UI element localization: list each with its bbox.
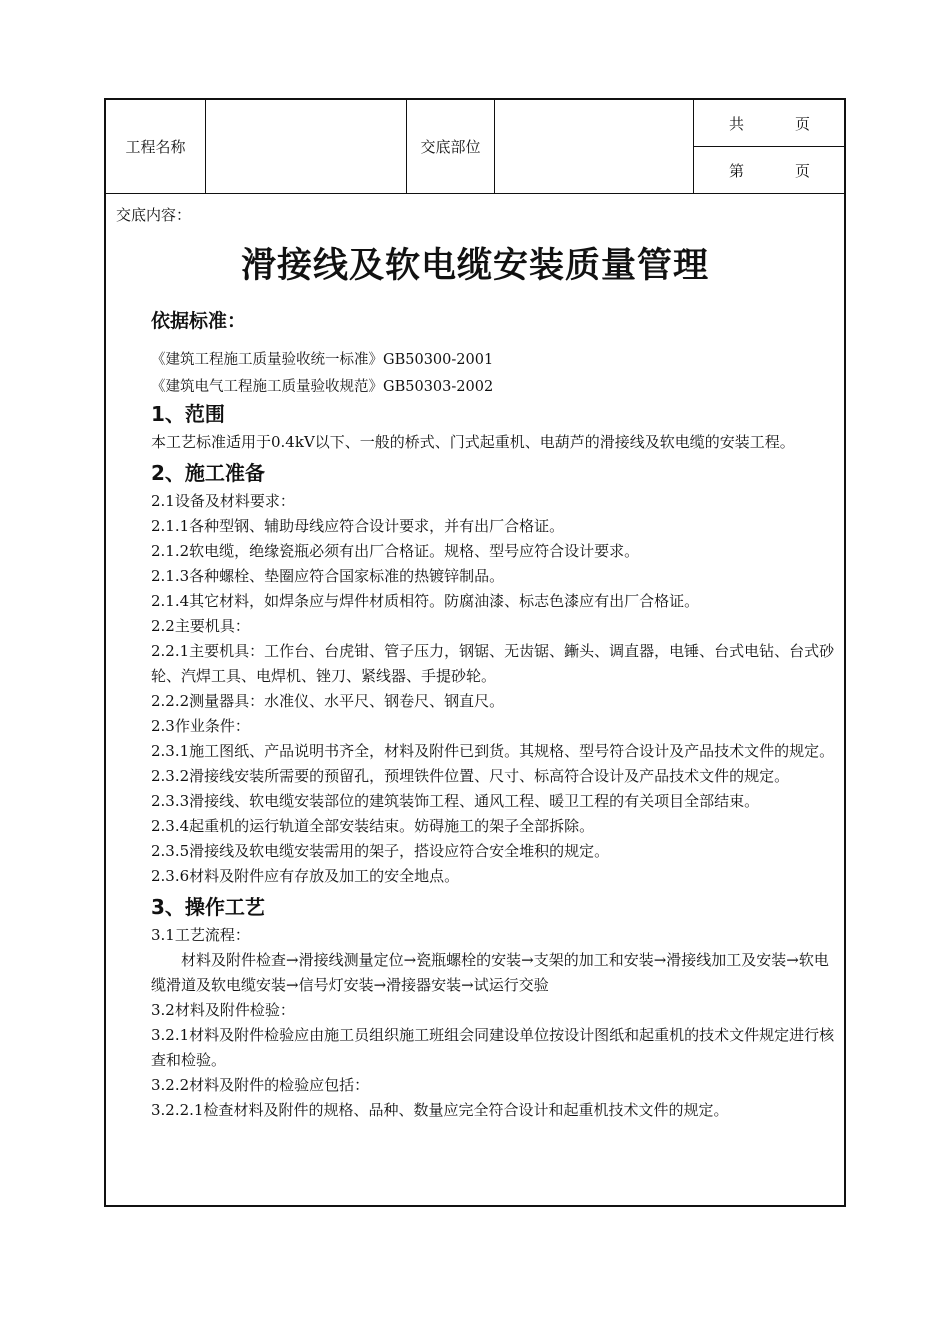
disclosure-form bbox=[104, 98, 846, 1207]
page-label: 第 bbox=[729, 161, 745, 180]
sec3-line: 3.2.2材料及附件的检验应包括： bbox=[151, 1076, 370, 1094]
sec2-line: 2.2.2测量器具：水准仪、水平尺、钢卷尺、钢直尺。 bbox=[151, 692, 505, 710]
page-number-cell bbox=[693, 147, 844, 193]
sec3-flow-label: 3.1工艺流程： bbox=[151, 926, 250, 944]
total-unit: 页 bbox=[795, 114, 811, 133]
document-title: 滑接线及软电缆安装质量管理 bbox=[240, 246, 709, 286]
location-value[interactable] bbox=[495, 100, 693, 193]
sec3-line: 3.2.2.1检查材料及附件的规格、品种、数量应完全符合设计和起重机技术文件的规定。 bbox=[151, 1101, 729, 1119]
sec2-line: 2.1设备及材料要求： bbox=[151, 492, 295, 510]
standard-2: 《建筑电气工程施工质量验收规范》GB50303-2002 bbox=[151, 379, 494, 395]
section-1-text: 本工艺标准适用于0.4kV以下、一般的桥式、门式起重机、电葫芦的滑接线及软电缆的安装工程。 bbox=[151, 433, 795, 451]
sec2-line: 2.2主要机具： bbox=[151, 617, 250, 635]
project-name-label: 工程名称 bbox=[125, 138, 186, 156]
sec3-line: 3.2材料及附件检验： bbox=[151, 1001, 295, 1019]
project-name-value[interactable] bbox=[206, 100, 406, 193]
section-1-heading: 1、范围 bbox=[151, 402, 225, 426]
body-text bbox=[151, 396, 839, 1123]
sec2-line: 2.1.3各种螺栓、垫圈应符合国家标准的热镀锌制品。 bbox=[151, 567, 505, 585]
sec3-flow: 材料及附件检查→滑接线测量定位→瓷瓶螺栓的安装→支架的加工和安装→滑接线加工及安装→软电缆滑道及软电缆安装→信号灯安装→滑接器安装→试运行交验 bbox=[151, 951, 829, 994]
section-2-heading: 2、施工准备 bbox=[151, 461, 265, 485]
page-unit: 页 bbox=[795, 161, 811, 180]
location-label: 交底部位 bbox=[420, 138, 481, 156]
sec2-line: 2.3.4起重机的运行轨道全部安装结束。妨碍施工的架子全部拆除。 bbox=[151, 817, 595, 835]
section-3-heading: 3、操作工艺 bbox=[151, 895, 265, 919]
sec2-line: 2.2.1主要机具：工作台、台虎钳、管子压力，钢锯、无齿锯、鏩头、调直器，电锤、台式电钻、台式砂轮、汽焊工具、电焊机、锉刀、紧线器、手提砂轮。 bbox=[151, 642, 835, 685]
total-pages-cell bbox=[693, 100, 844, 146]
sec2-line: 2.1.1各种型钢、辅助母线应符合设计要求，并有出厂合格证。 bbox=[151, 517, 565, 535]
sec2-line: 2.3作业条件： bbox=[151, 717, 250, 735]
sec2-line: 2.3.2滑接线安装所需要的预留孔，预埋铁件位置、尺寸、标高符合设计及产品技术文件的规定。 bbox=[151, 767, 790, 785]
sec2-line: 2.3.3滑接线、软电缆安装部位的建筑装饰工程、通风工程、暖卫工程的有关项目全部结束。 bbox=[151, 792, 760, 810]
intro-label: 交底内容： bbox=[116, 206, 192, 224]
sec2-line: 2.3.5滑接线及软电缆安装需用的架子，搭设应符合安全堆积的规定。 bbox=[151, 842, 610, 860]
basis-heading: 依据标准： bbox=[151, 310, 247, 332]
total-label: 共 bbox=[729, 114, 745, 133]
form-header bbox=[106, 100, 844, 194]
standard-1: 《建筑工程施工质量验收统一标准》GB50300-2001 bbox=[151, 352, 494, 368]
sec2-line: 2.1.4其它材料，如焊条应与焊件材质相符。防腐油漆、标志色漆应有出厂合格证。 bbox=[151, 592, 700, 610]
sec2-line: 2.3.6材料及附件应有存放及加工的安全地点。 bbox=[151, 867, 460, 885]
sec3-line: 3.2.1材料及附件检验应由施工员组织施工班组会同建设单位按设计图纸和起重机的技术文件规定进行核查和检验。 bbox=[151, 1026, 835, 1069]
sec2-line: 2.1.2软电缆，绝缘瓷瓶必须有出厂合格证。规格、型号应符合设计要求。 bbox=[151, 542, 640, 560]
sec2-line: 2.3.1施工图纸、产品说明书齐全，材料及附件已到货。其规格、型号符合设计及产品技术文件的规定。 bbox=[151, 742, 835, 760]
